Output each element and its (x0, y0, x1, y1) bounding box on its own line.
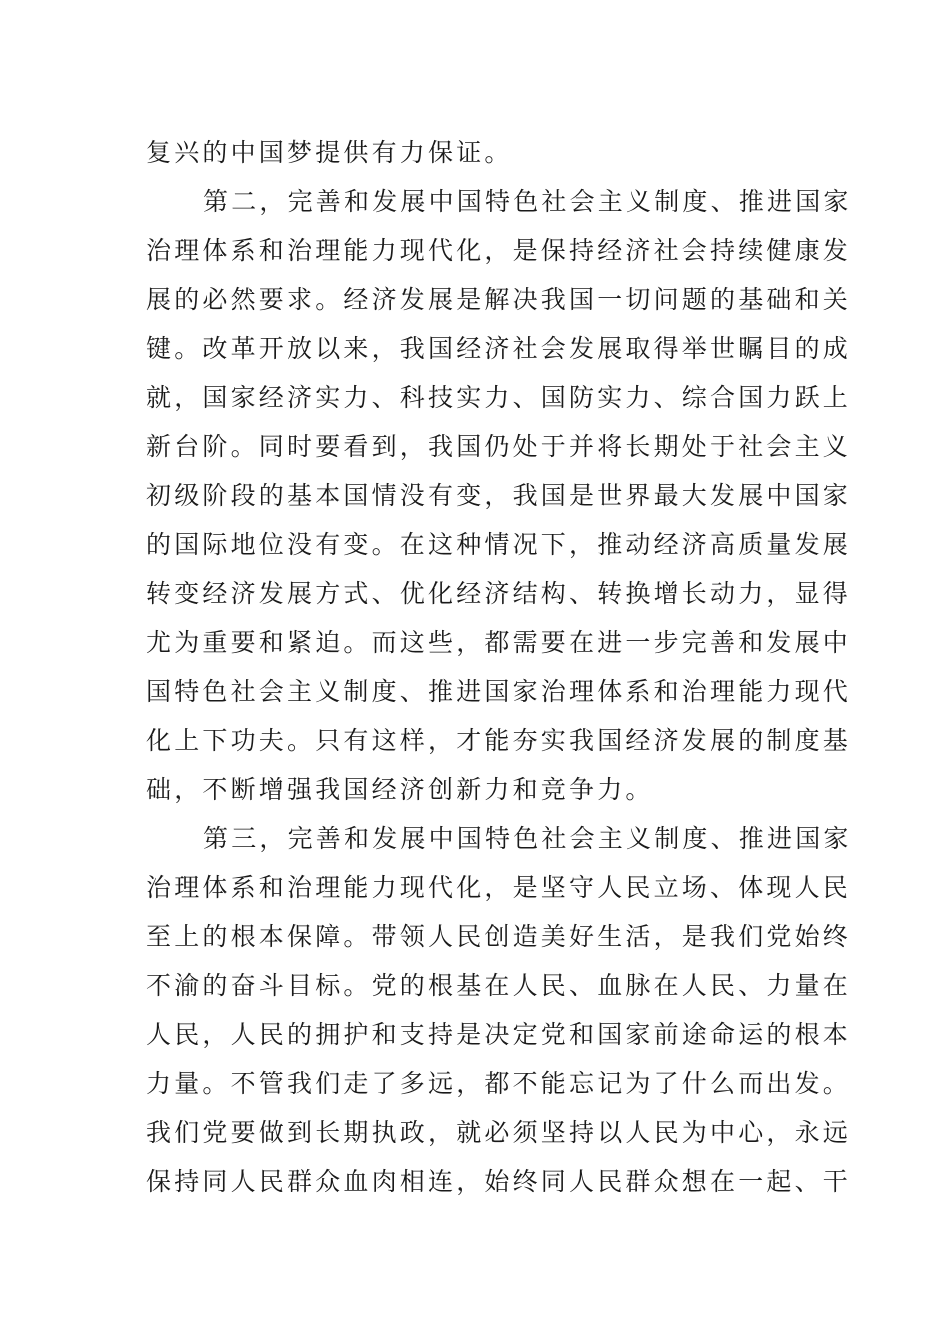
body-text (146, 128, 852, 1206)
text-line: 治理体系和治理能力现代化，是保持经济社会持续健康发 (146, 236, 852, 265)
text-line: 转变经济发展方式、优化经济结构、转换增长动力，显得 (146, 579, 852, 608)
text-line: 尤为重要和紧迫。而这些，都需要在进一步完善和发展中 (146, 628, 852, 657)
text-line: 人民，人民的拥护和支持是决定党和国家前途命运的根本 (146, 1020, 852, 1049)
text-line: 第二，完善和发展中国特色社会主义制度、推进国家 (203, 187, 852, 216)
text-line: 力量。不管我们走了多远，都不能忘记为了什么而出发。 (146, 1069, 852, 1098)
text-line: 我们党要做到长期执政，就必须坚持以人民为中心，永远 (146, 1118, 852, 1147)
text-line: 治理体系和治理能力现代化，是坚守人民立场、体现人民 (146, 873, 852, 902)
text-line: 初级阶段的基本国情没有变，我国是世界最大发展中国家 (146, 481, 852, 510)
text-line: 的国际地位没有变。在这种情况下，推动经济高质量发展 (146, 530, 852, 559)
text-line: 国特色社会主义制度、推进国家治理体系和治理能力现代 (146, 677, 852, 706)
text-line: 础，不断增强我国经济创新力和竞争力。 (146, 775, 654, 804)
text-line: 键。改革开放以来，我国经济社会发展取得举世瞩目的成 (146, 334, 852, 363)
text-line: 不渝的奋斗目标。党的根基在人民、血脉在人民、力量在 (146, 971, 852, 1000)
text-line: 复兴的中国梦提供有力保证。 (146, 138, 513, 167)
text-line: 至上的根本保障。带领人民创造美好生活，是我们党始终 (146, 922, 852, 951)
text-line: 就，国家经济实力、科技实力、国防实力、综合国力跃上 (146, 383, 852, 412)
text-line: 化上下功夫。只有这样，才能夯实我国经济发展的制度基 (146, 726, 852, 755)
text-line: 第三，完善和发展中国特色社会主义制度、推进国家 (203, 824, 852, 853)
text-line: 新台阶。同时要看到，我国仍处于并将长期处于社会主义 (146, 432, 852, 461)
text-line: 展的必然要求。经济发展是解决我国一切问题的基础和关 (146, 285, 852, 314)
text-line: 保持同人民群众血肉相连，始终同人民群众想在一起、干 (146, 1167, 852, 1196)
